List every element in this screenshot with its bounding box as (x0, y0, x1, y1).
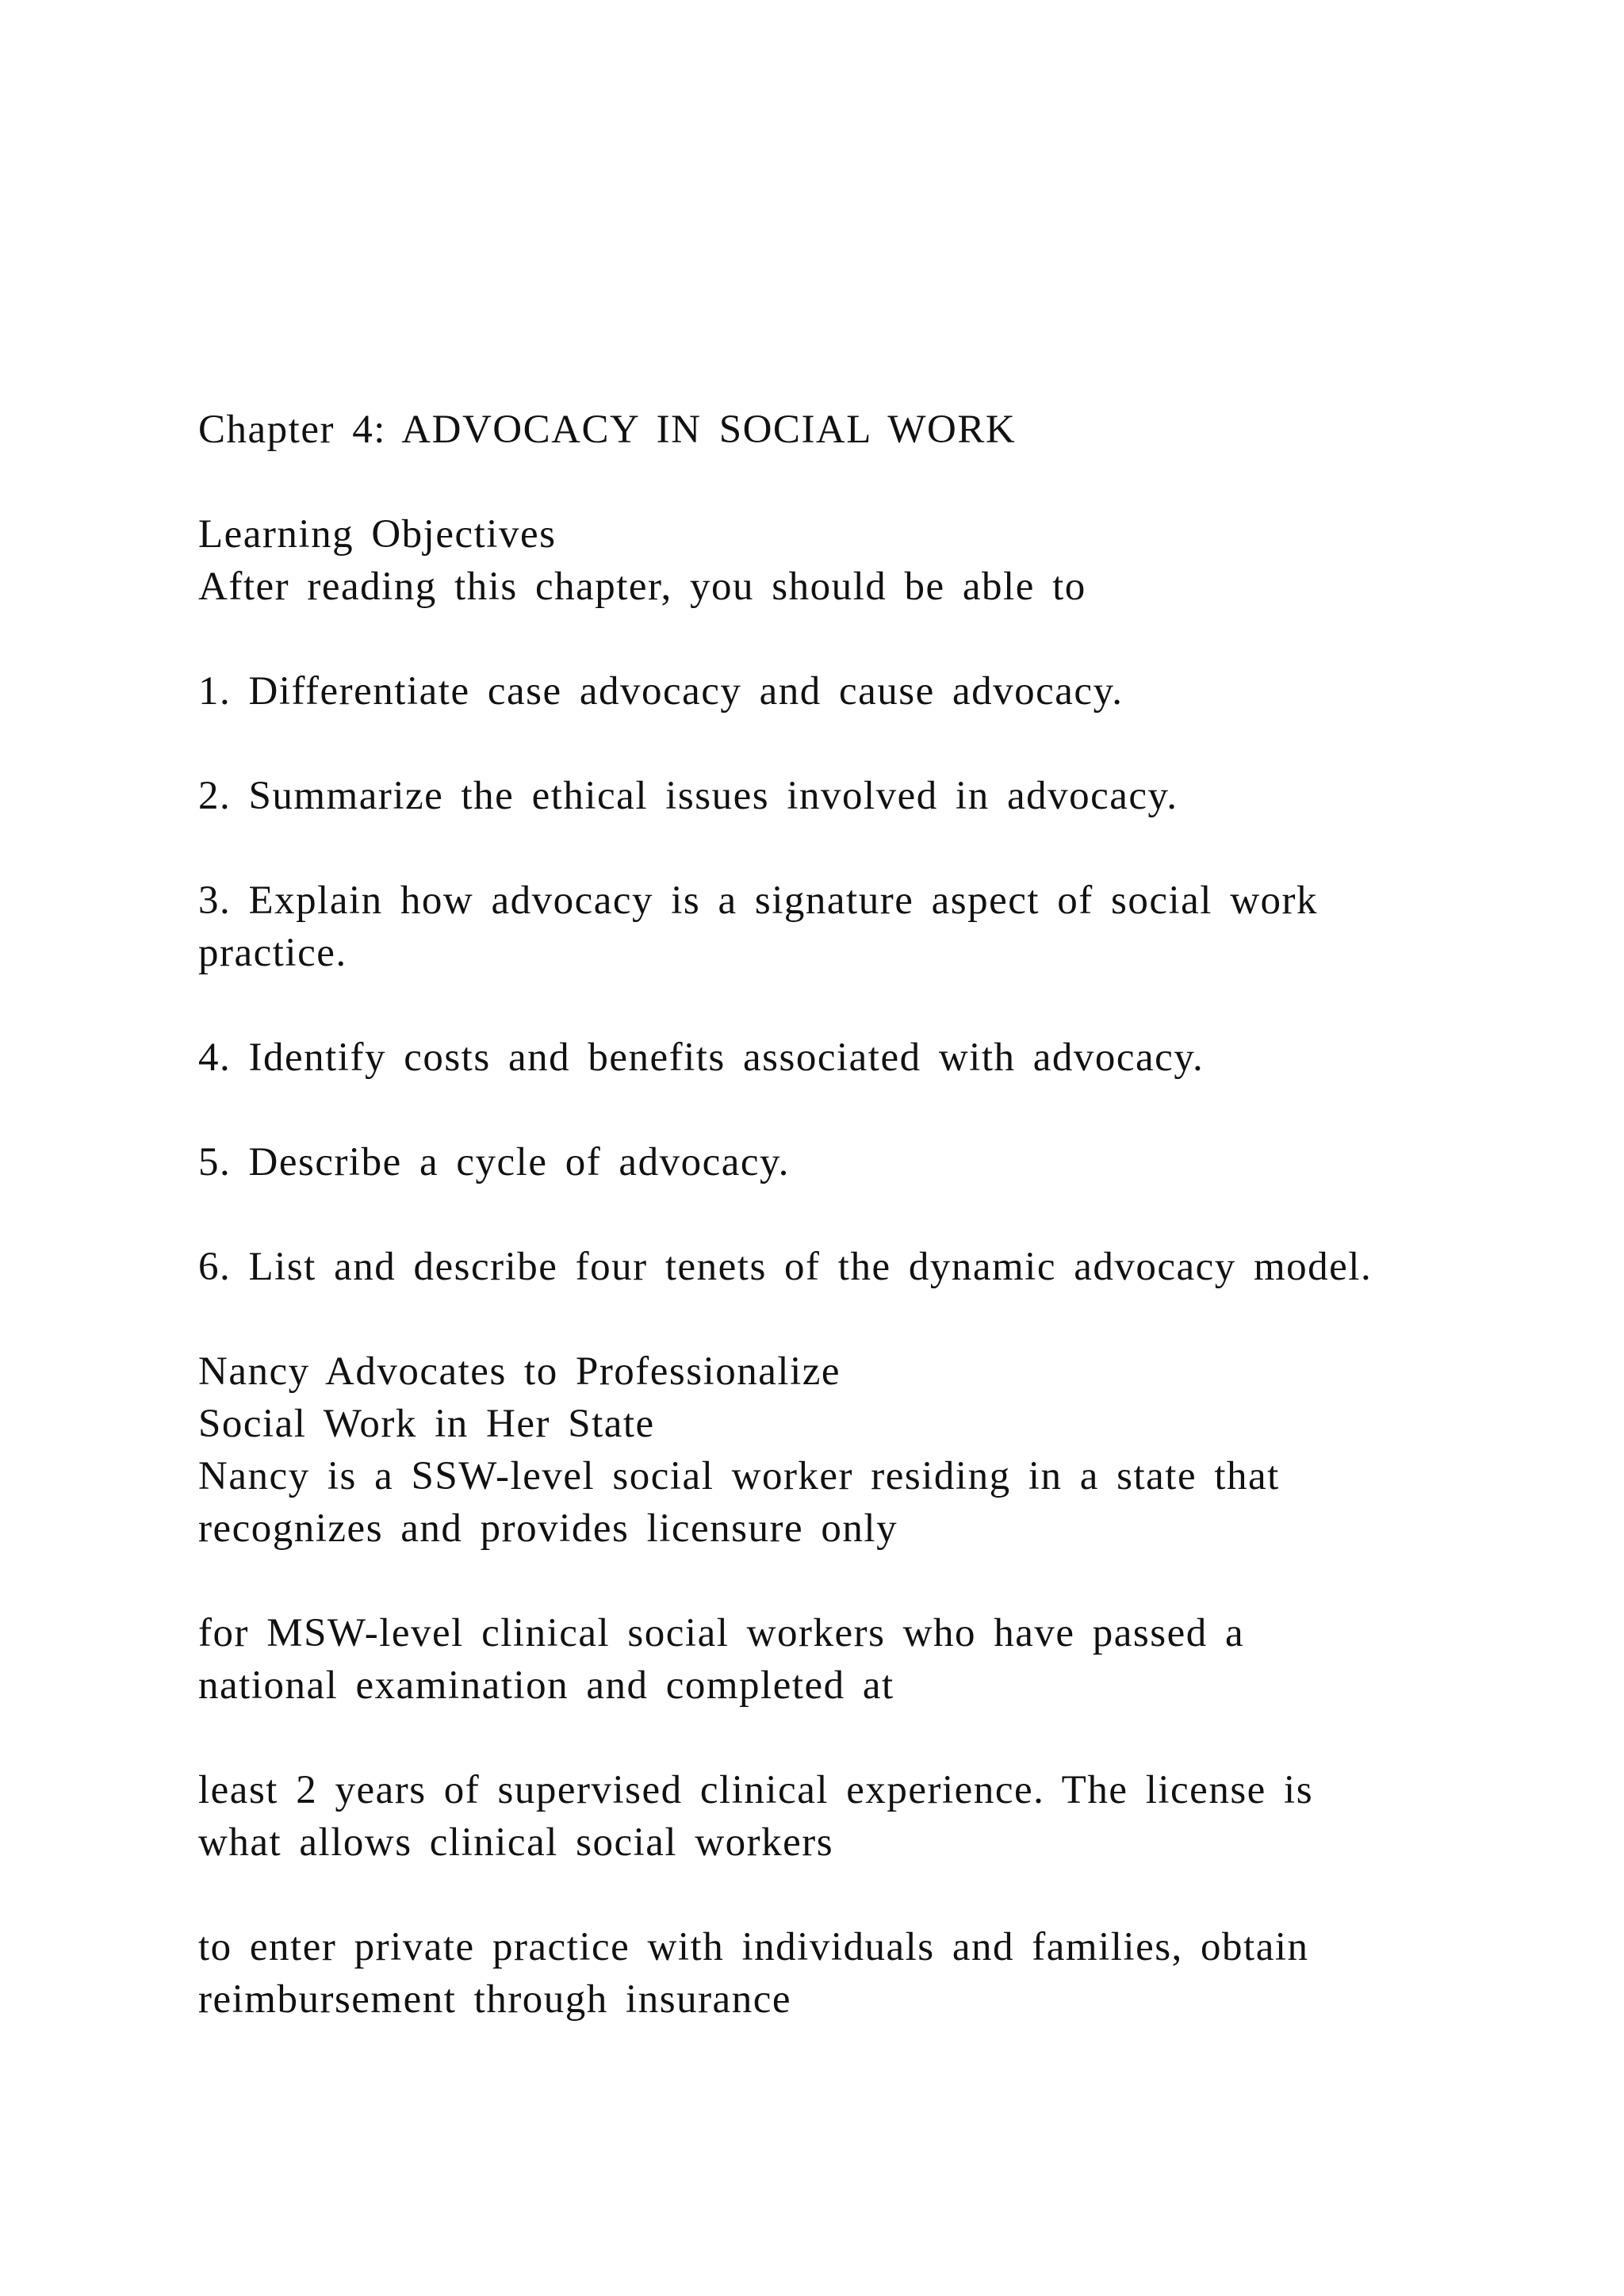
body-text-line: for MSW-level clinical social workers who have passed a (198, 1611, 1245, 1655)
body-text-line: least 2 years of supervised clinical experience. The license is (198, 1768, 1314, 1812)
objective-item-continuation: practice. (198, 931, 347, 975)
body-text-line: Nancy is a SSW-level social worker residing in a state that (198, 1454, 1280, 1498)
case-heading: Social Work in Her State (198, 1402, 655, 1446)
objective-item: 4. Identify costs and benefits associated with advocacy. (198, 1035, 1205, 1080)
learning-objectives-heading: Learning Objectives (198, 512, 557, 557)
objectives-intro: After reading this chapter, you should be able to (198, 564, 1086, 609)
body-text-line: to enter private practice with individuals and families, obtain (198, 1925, 1309, 1969)
case-heading: Nancy Advocates to Professionalize (198, 1349, 841, 1394)
body-text-line: reimbursement through insurance (198, 1977, 791, 2022)
chapter-title: Chapter 4: ADVOCACY IN SOCIAL WORK (198, 408, 1017, 452)
objective-item: 5. Describe a cycle of advocacy. (198, 1140, 790, 1184)
objective-item: 2. Summarize the ethical issues involved in advocacy. (198, 774, 1178, 818)
objective-item: 3. Explain how advocacy is a signature aspect of social work (198, 878, 1319, 923)
body-text-line: national examination and completed at (198, 1663, 894, 1708)
body-text-line: what allows clinical social workers (198, 1820, 834, 1865)
body-text-line: recognizes and provides licensure only (198, 1506, 898, 1551)
objective-item: 1. Differentiate case advocacy and cause advocacy. (198, 669, 1124, 714)
objective-item: 6. List and describe four tenets of the dynamic advocacy model. (198, 1245, 1373, 1289)
